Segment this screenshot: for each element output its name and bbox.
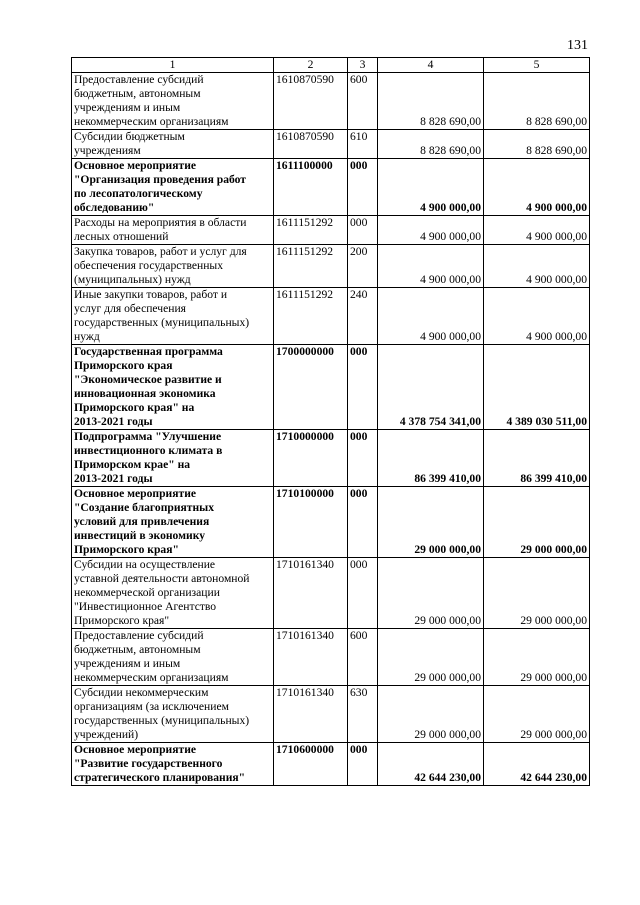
row-value-cell: 4 900 000,00: [484, 159, 590, 216]
row-type-cell: 000: [348, 345, 378, 430]
row-value-cell: 29 000 000,00: [378, 629, 484, 686]
row-value-cell: 29 000 000,00: [484, 629, 590, 686]
row-code-cell: 1710600000: [274, 743, 348, 786]
row-code-cell: 1611100000: [274, 159, 348, 216]
row-code-cell: 1710161340: [274, 629, 348, 686]
row-name-text: Предоставление субсидий бюджетным, автономным учреждениям и иным некоммерческим организациям: [74, 73, 229, 128]
row-type-cell: 200: [348, 245, 378, 288]
row-type-cell: 000: [348, 743, 378, 786]
row-name-cell: [72, 288, 274, 345]
row-value-cell: 4 900 000,00: [378, 216, 484, 245]
row-name-text: Основное мероприятие "Организация проведения работ по лесопатологическому обследованию": [74, 159, 246, 214]
row-type-cell: 600: [348, 73, 378, 130]
row-type-cell: 000: [348, 487, 378, 558]
row-type-cell: 000: [348, 216, 378, 245]
table-header-row: [72, 58, 590, 73]
row-name-cell: [72, 558, 274, 629]
header-cell: 2: [274, 58, 348, 73]
row-value-cell: 29 000 000,00: [378, 558, 484, 629]
row-type-cell: 600: [348, 629, 378, 686]
row-code-cell: 1611151292: [274, 288, 348, 345]
row-type-cell: 000: [348, 558, 378, 629]
row-code-cell: 1611151292: [274, 216, 348, 245]
row-code-cell: 1700000000: [274, 345, 348, 430]
row-code-cell: 1611151292: [274, 245, 348, 288]
row-code-cell: 1710161340: [274, 686, 348, 743]
header-cell: 1: [72, 58, 274, 73]
row-value-cell: 29 000 000,00: [378, 487, 484, 558]
row-value-cell: 29 000 000,00: [378, 686, 484, 743]
budget-table: [71, 57, 590, 786]
table-row: [72, 288, 590, 345]
table-row: [72, 686, 590, 743]
row-value-cell: 4 900 000,00: [378, 245, 484, 288]
row-name-cell: [72, 245, 274, 288]
row-code-cell: 1710161340: [274, 558, 348, 629]
row-name-cell: [72, 487, 274, 558]
table-row: [72, 159, 590, 216]
header-cell: 5: [484, 58, 590, 73]
row-name-cell: [72, 686, 274, 743]
row-value-cell: 4 900 000,00: [484, 288, 590, 345]
row-value-cell: 86 399 410,00: [378, 430, 484, 487]
row-name-text: Субсидии некоммерческим организациям (за исключением государственных (муниципальных) учреждений): [74, 686, 250, 741]
row-type-cell: 000: [348, 159, 378, 216]
row-value-cell: 4 900 000,00: [484, 216, 590, 245]
row-type-cell: 610: [348, 130, 378, 159]
row-name-cell: [72, 130, 274, 159]
row-code-cell: 1710000000: [274, 430, 348, 487]
table-row: [72, 345, 590, 430]
row-name-cell: [72, 743, 274, 786]
row-name-cell: [72, 159, 274, 216]
table-row: [72, 558, 590, 629]
table-row: [72, 245, 590, 288]
table-row: [72, 73, 590, 130]
table-row: [72, 487, 590, 558]
row-name-cell: [72, 345, 274, 430]
row-value-cell: 29 000 000,00: [484, 487, 590, 558]
row-name-cell: [72, 73, 274, 130]
row-name-text: Расходы на мероприятия в области лесных отношений: [74, 216, 247, 243]
row-value-cell: 8 828 690,00: [378, 130, 484, 159]
row-name-cell: [72, 216, 274, 245]
row-value-cell: 4 900 000,00: [378, 288, 484, 345]
row-value-cell: 29 000 000,00: [484, 558, 590, 629]
row-name-text: Субсидии бюджетным учреждениям: [74, 130, 185, 157]
row-value-cell: 86 399 410,00: [484, 430, 590, 487]
row-code-cell: 1610870590: [274, 73, 348, 130]
table-body: [72, 73, 590, 786]
row-name-text: Подпрограмма "Улучшение инвестиционного климата в Приморском крае" на 2013-2021 годы: [74, 430, 223, 485]
table-row: [72, 629, 590, 686]
row-name-text: Государственная программа Приморского края "Экономическое развитие и инновационная экономика Приморского края" на 2013-2021 годы: [74, 345, 223, 428]
row-name-text: Предоставление субсидий бюджетным, автономным учреждениям и иным некоммерческим организациям: [74, 629, 229, 684]
row-name-cell: [72, 430, 274, 487]
row-value-cell: 42 644 230,00: [484, 743, 590, 786]
row-code-cell: 1710100000: [274, 487, 348, 558]
row-value-cell: 29 000 000,00: [484, 686, 590, 743]
table-row: [72, 743, 590, 786]
row-name-text: Субсидии на осуществление уставной деятельности автономной некоммерческой организации "Инвестиционное Агентство Приморского края": [74, 558, 250, 627]
row-value-cell: 4 389 030 511,00: [484, 345, 590, 430]
row-name-text: Основное мероприятие "Развитие государственного стратегического планирования": [74, 743, 246, 784]
row-value-cell: 8 828 690,00: [484, 130, 590, 159]
row-type-cell: 630: [348, 686, 378, 743]
row-name-text: Основное мероприятие "Создание благоприятных условий для привлечения инвестиций в экономику Приморского края": [74, 487, 215, 556]
table-row: [72, 130, 590, 159]
row-type-cell: 240: [348, 288, 378, 345]
row-value-cell: 4 900 000,00: [484, 245, 590, 288]
row-value-cell: 4 900 000,00: [378, 159, 484, 216]
row-name-text: Иные закупки товаров, работ и услуг для обеспечения государственных (муниципальных) нужд: [74, 288, 250, 343]
row-name-cell: [72, 629, 274, 686]
header-cell: 4: [378, 58, 484, 73]
row-value-cell: 8 828 690,00: [484, 73, 590, 130]
row-value-cell: 42 644 230,00: [378, 743, 484, 786]
row-code-cell: 1610870590: [274, 130, 348, 159]
page-number: 131: [567, 38, 588, 53]
row-type-cell: 000: [348, 430, 378, 487]
row-value-cell: 8 828 690,00: [378, 73, 484, 130]
table-row: [72, 430, 590, 487]
header-cell: 3: [348, 58, 378, 73]
table-row: [72, 216, 590, 245]
row-name-text: Закупка товаров, работ и услуг для обеспечения государственных (муниципальных) нужд: [74, 245, 247, 286]
row-value-cell: 4 378 754 341,00: [378, 345, 484, 430]
